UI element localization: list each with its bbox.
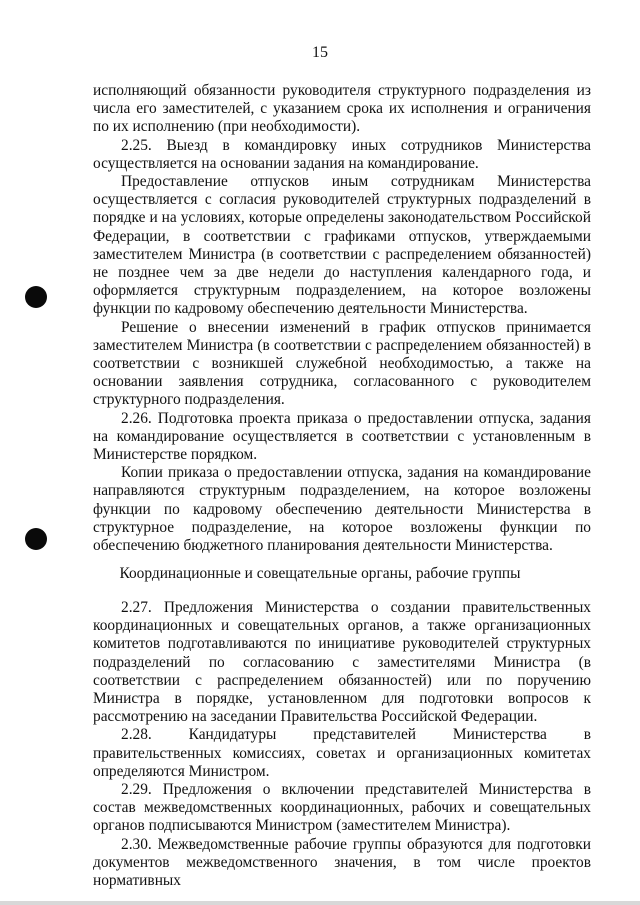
paragraph-2-29: 2.29. Предложения о включении представителей Министерства в состав межведомственных координационных, рабочих и совещательных органов подписываются Министром (заместителем Министра).: [93, 781, 591, 835]
paragraph-2-25: 2.25. Выезд в командировку иных сотрудников Министерства осуществляется на основании задания на командирование.: [93, 136, 591, 172]
paragraph-order-copies: Копии приказа о предоставлении отпуска, задания на командирование направляются структурным подразделением, на которое возложены функции по кадровому обеспечению деятельности Министерства в структурное подразделение, на которое возложены функции по обеспечению бюджетного планирования деятельности Министерства.: [93, 464, 591, 555]
scan-bottom-edge: [0, 901, 640, 905]
section-heading: Координационные и совещательные органы, рабочие группы: [119, 565, 521, 582]
paragraph-2-27: 2.27. Предложения Министерства о создании правительственных координационных и совещательных органов, а также организационных комитетов подготавливаются по инициативе руководителей структурных подразделений по согласованию с заместителями Министра (в соответствии с распределением обязанностей) или по поручению Министра в порядке, установленном для подготовки вопросов к рассмотрению на заседании Правительства Российской Федерации.: [93, 599, 591, 726]
paragraph-2-28: 2.28. Кандидатуры представителей Министерства в правительственных комиссиях, советах и организационных комитетах определяются Министром.: [93, 726, 591, 780]
punch-hole-upper: [25, 286, 47, 308]
paragraph-2-30: 2.30. Межведомственные рабочие группы образуются для подготовки документов межведомственного значения, в том числе проектов нормативных: [93, 835, 591, 890]
page-number: 15: [312, 44, 328, 61]
punch-hole-lower: [25, 528, 47, 550]
section-1-text: [93, 82, 591, 555]
paragraph-vacations: Предоставление отпусков иным сотрудникам Министерства осуществляется с согласия руководителей структурных подразделений в порядке и на условиях, которые определены законодательством Российской Федерации, в соответствии с графиками отпусков, утверждаемыми заместителем Министра (в соответствии с распределением обязанностей) не позднее чем за две недели до наступления календарного года, и оформляется структурным подразделением, на которое возложены функции по кадровому обеспечению деятельности Министерства.: [93, 173, 591, 318]
paragraph-continuation: исполняющий обязанности руководителя структурного подразделения из числа его заместителей, с указанием срока их исполнения и ограничения по их исполнению (при необходимости).: [93, 82, 591, 136]
paragraph-2-26: 2.26. Подготовка проекта приказа о предоставлении отпуска, задания на командирование осуществляется в соответствии с установленным в Министерстве порядком.: [93, 409, 591, 464]
section-2-text: [93, 599, 591, 890]
paragraph-schedule-changes: Решение о внесении изменений в график отпусков принимается заместителем Министра (в соответствии с распределением обязанностей) в соответствии с возникшей служебной необходимостью, а также на основании заявления сотрудника, согласованного с руководителем структурного подразделения.: [93, 318, 591, 409]
